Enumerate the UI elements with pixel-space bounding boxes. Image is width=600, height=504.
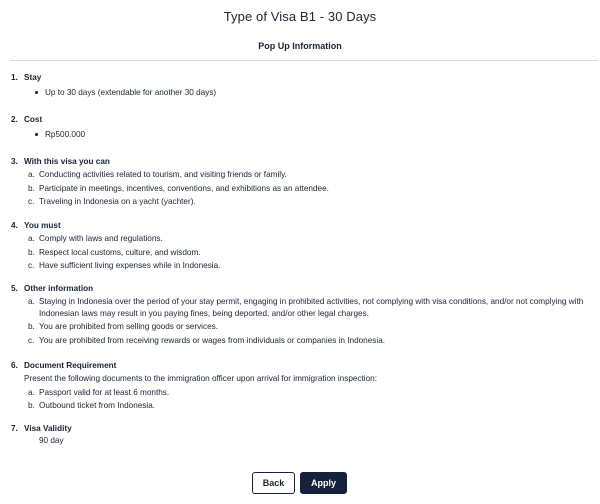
list-marker: b.	[28, 183, 35, 193]
list-item	[11, 183, 591, 194]
list-marker: a.	[28, 387, 35, 397]
section-heading	[11, 156, 591, 167]
section-intro: Present the following documents to the immigration officer upon arrival for immigration inspection:	[24, 374, 377, 384]
list-item	[11, 233, 591, 244]
popup-subtitle: Pop Up Information	[258, 41, 342, 51]
alpha-list	[11, 296, 591, 346]
section-title: Stay	[24, 73, 42, 82]
list-marker: c.	[28, 261, 35, 271]
list-text: Participate in meetings, incentives, conventions, and exhibitions as an attendee.	[39, 183, 329, 193]
list-item	[11, 387, 591, 398]
list-text: Conducting activities related to tourism, and visiting friends or family.	[39, 170, 287, 180]
list-text: Traveling in Indonesia on a yacht (yachter).	[39, 197, 196, 207]
section-heading	[11, 114, 591, 125]
alpha-list	[11, 387, 591, 412]
list-marker: c.	[28, 335, 35, 345]
section-number: 6.	[11, 361, 18, 370]
section-number: 3.	[11, 157, 18, 166]
section-heading	[11, 423, 591, 434]
list-marker: a.	[28, 297, 35, 307]
list-item	[11, 296, 591, 319]
list-text: Passport valid for at least 6 months.	[39, 387, 170, 397]
section-title: With this visa you can	[24, 157, 110, 166]
alpha-list	[11, 233, 591, 271]
section-with-this-visa	[11, 156, 591, 208]
section-cost	[11, 114, 591, 141]
bullet-list	[11, 87, 591, 98]
section-title: Cost	[24, 115, 43, 124]
section-number: 1.	[11, 73, 18, 82]
section-number: 5.	[11, 284, 18, 293]
list-marker: c.	[28, 197, 35, 207]
section-visa-validity	[11, 423, 591, 447]
button-bar	[0, 472, 600, 496]
alpha-list	[11, 169, 591, 207]
list-item	[11, 260, 591, 271]
section-stay	[11, 72, 591, 99]
section-heading	[11, 360, 591, 371]
list-item	[11, 247, 591, 258]
list-marker: a.	[28, 170, 35, 180]
section-heading	[11, 72, 591, 83]
divider	[10, 60, 598, 61]
list-text: Comply with laws and regulations.	[39, 234, 163, 244]
section-title: You must	[24, 221, 61, 230]
list-text: Have sufficient living expenses while in Indonesia.	[39, 261, 221, 271]
section-title: Document Requirement	[24, 361, 117, 370]
list-marker: b.	[28, 247, 35, 257]
list-marker: b.	[28, 401, 35, 411]
section-number: 2.	[11, 115, 18, 124]
section-you-must	[11, 220, 591, 272]
back-button[interactable]: Back	[252, 472, 295, 494]
list-marker: b.	[28, 322, 35, 332]
section-heading	[11, 283, 591, 294]
list-text: Respect local customs, culture, and wisdom.	[39, 247, 201, 257]
list-item	[11, 335, 591, 346]
list-text: You are prohibited from receiving rewards or wages from individuals or companies in Indonesia.	[39, 335, 386, 345]
list-text: Outbound ticket from Indonesia.	[39, 401, 156, 411]
visa-validity-value: 90 day	[39, 436, 64, 446]
page-title: Type of Visa B1 - 30 Days	[223, 9, 377, 24]
list-text: Staying in Indonesia over the period of your stay permit, engaging in prohibited activities, not complying with visa conditions, and/or not complying with Indonesian laws may result in you paying fines, being deported, and/or other legal charges.	[39, 297, 584, 318]
list-text: You are prohibited from selling goods or services.	[39, 322, 219, 332]
list-item	[11, 321, 591, 332]
section-title: Visa Validity	[24, 424, 72, 433]
apply-button[interactable]: Apply	[300, 472, 347, 494]
section-document-requirement	[11, 360, 591, 412]
section-other-information	[11, 283, 591, 346]
list-item	[11, 196, 591, 207]
section-number: 4.	[11, 221, 18, 230]
list-item	[11, 400, 591, 411]
list-item: Up to 30 days (extendable for another 30 days)	[11, 87, 591, 98]
section-number: 7.	[11, 424, 18, 433]
section-title: Other information	[24, 284, 94, 293]
list-item	[11, 169, 591, 180]
list-marker: a.	[28, 234, 35, 244]
section-heading	[11, 220, 591, 231]
list-item: Rp500.000	[11, 129, 591, 140]
bullet-list	[11, 129, 591, 140]
